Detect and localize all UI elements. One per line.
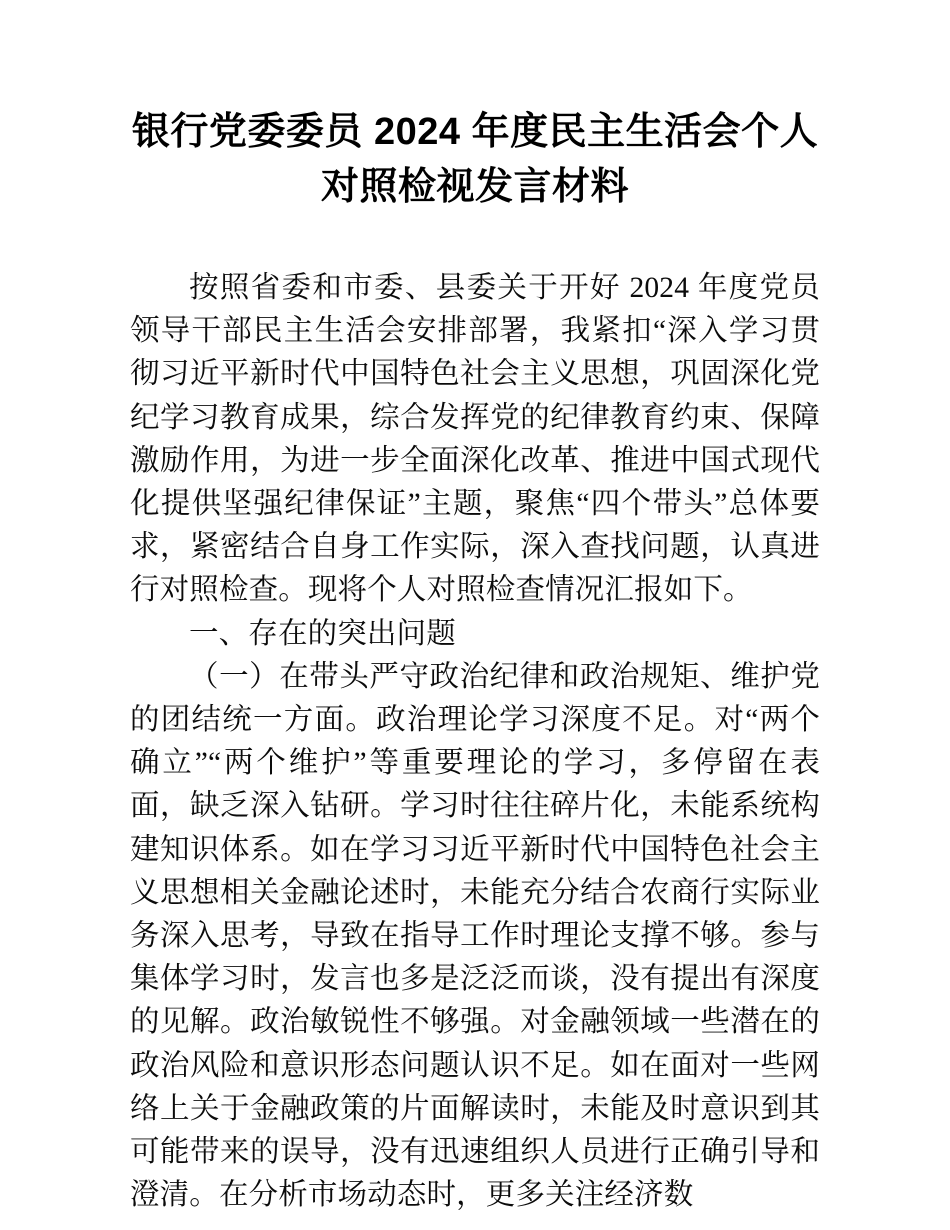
- section-heading-one: 一、存在的突出问题: [189, 617, 456, 650]
- page-title: 银行党委委员 2024 年度民主生活会个人对照检视发言材料: [131, 111, 819, 208]
- paragraph-intro: 按照省委和市委、县委关于开好 2024 年度党员领导干部民主生活会安排部署，我紧扣“深入学习贯彻习近平新时代中国特色社会主义思想，巩固深化党纪学习教育成果，综合发挥党的纪律教育约束、保障激励作用，为进一步全面深化改革、推进中国式现代化提供坚强纪律保证”主题，聚焦“四个带头”总体要求，紧密结合自身工作实际，深入查找问题，认真进行对照检查。现将个人对照检查情况汇报如下。: [130, 272, 820, 607]
- document-content: [130, 0, 820, 1217]
- section-one-item-one: （一）在带头严守政治纪律和政治规矩、维护党的团结统一方面。政治理论学习深度不足。对“两个确立”“两个维护”等重要理论的学习，多停留在表面，缺乏深入钻研。学习时往往碎片化，未能系统构建知识体系。如在学习习近平新时代中国特色社会主义思想相关金融论述时，未能充分结合农商行实际业务深入思考，导致在指导工作时理论支撑不够。参与集体学习时，发言也多是泛泛而谈，没有提出有深度的见解。政治敏锐性不够强。对金融领域一些潜在的政治风险和意识形态问题认识不足。如在面对一些网络上关于金融政策的片面解读时，未能及时意识到其可能带来的误导，没有迅速组织人员进行正确引导和澄清。在分析市场动态时，更多关注经济数: [130, 660, 820, 1212]
- document-body: [130, 267, 820, 1217]
